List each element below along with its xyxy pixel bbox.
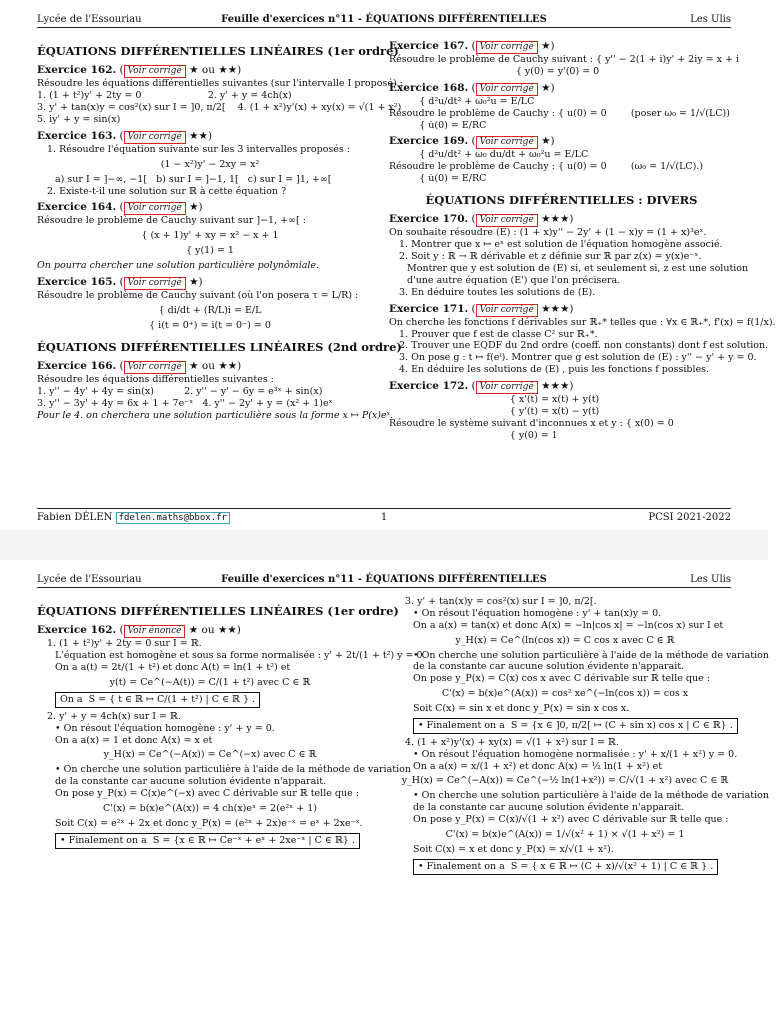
text-line: { d²u/dt² + ω₀²u = E/LC xyxy=(389,95,535,107)
text-line: { y'(t) = x(t) − y(t) xyxy=(389,405,600,417)
text-line xyxy=(395,718,735,734)
exercise-heading: Exercice 164. ( Voir corrigé ★) xyxy=(37,201,203,214)
exercise-number: Exercice 170. xyxy=(389,213,469,226)
page-header xyxy=(37,14,731,28)
boxed-result: • Finalement on a S = { x ∈ ℝ ↦ (C + x)/√(x² + 1) | C ∈ ℝ } . xyxy=(413,859,718,875)
text-line: On a a(t) = 2t/(1 + t²) et donc A(t) = ln(1 + t²) et xyxy=(55,662,291,674)
text-line: Résoudre le problème de Cauchy : { u(0) = 0 (ω₀ = 1/√(LC).) xyxy=(389,161,704,173)
text-line: 3. y'' − 3y' + 4y = 6x + 1 + 7e⁻ˣ 4. y'' − 2y' + y = (x² + 1)eˣ xyxy=(37,397,333,409)
text-line xyxy=(37,692,383,708)
text-line: 1. Résoudre l'équation suivante sur les 3 intervalles proposés : xyxy=(47,143,350,155)
text-line: • On résout l'équation homogène normalisée : y' + x/(1 + x²) y = 0. xyxy=(413,748,738,760)
exercise-number: Exercice 166. xyxy=(37,359,117,372)
exercise-number: Exercice 162. xyxy=(37,64,117,77)
text-line: 1. Montrer que x ↦ eˣ est solution de l'équation homogène associé. xyxy=(399,239,723,251)
difficulty-stars: ★ ou ★★) xyxy=(185,359,242,372)
exercise-heading: Exercice 162. ( Voir corrigé ★ ou ★★) xyxy=(37,64,242,77)
text-line: { x'(t) = x(t) + y(t) xyxy=(389,394,600,405)
centered-formula: C'(x) = b(x)e^(A(x)) = cos² xe^(−ln(cos x)) = cos x xyxy=(441,688,689,700)
text-line: On pourra chercher une solution particulière polynômiale. xyxy=(37,260,320,271)
exercise-heading: Exercice 172. ( Voir corrigé ★★★) xyxy=(389,380,574,392)
difficulty-stars: ★ ou ★★) xyxy=(185,624,241,637)
exercise-heading: Exercice 171. ( Voir corrigé ★★★) xyxy=(389,302,574,315)
page-separator xyxy=(0,530,768,560)
boxed-result: • Finalement on a S = {x ∈ ℝ ↦ Ce⁻ˣ + eˣ + 2xe⁻ˣ | C ∈ ℝ} . xyxy=(55,833,360,849)
exercise-heading: Exercice 166. ( Voir corrigé ★ ou ★★) xyxy=(37,359,242,372)
difficulty-stars: ★) xyxy=(185,201,203,214)
text-line: Soit C(x) = x et donc y_P(x) = x/√(1 + x²). xyxy=(413,843,614,855)
text-line: On a a(x) = x/(1 + x²) et donc A(x) = ½ ln(1 + x²) et xyxy=(413,760,663,772)
exercise-number: Exercice 171. xyxy=(389,302,469,315)
text-line: 3. En déduire toutes les solutions de (E). xyxy=(399,286,596,298)
text-line: • On cherche une solution particulière à l'aide de la méthode de variation xyxy=(413,790,769,802)
sheet-title: Feuille d'exercices n°11 - ÉQUATIONS DIFFÉRENTIELLES xyxy=(221,14,547,25)
text-line: de la constante car aucune solution évidente n'apparait. xyxy=(413,802,685,814)
text-line: 2. Soit y : ℝ → ℝ dérivable et z définie sur ℝ par z(x) = y(x)e⁻ˣ. xyxy=(399,251,702,263)
centered-formula: C'(x) = b(x)e^(A(x)) = 4 ch(x)eˣ = 2(e²ˣ + 1) xyxy=(102,802,317,814)
exercise-number: Exercice 163. xyxy=(37,129,117,142)
text-line: 2. Trouver une EQDF du 2nd ordre (coeff. non constants) dont f est solution. xyxy=(399,340,769,352)
correction-link[interactable]: Voir corrigé xyxy=(124,361,186,374)
correction-link[interactable]: Voir corrigé xyxy=(476,41,538,54)
page-footer xyxy=(37,508,731,522)
centered-formula: y(t) = Ce^(−A(t)) = C/(1 + t²) avec C ∈ ℝ xyxy=(109,677,311,688)
text-line xyxy=(37,833,383,849)
text-line: Résoudre le problème de Cauchy suivant : { y'' − 2(1 + i)y' + 2iy = x + i xyxy=(389,54,740,65)
difficulty-stars: ★★★) xyxy=(537,380,574,392)
city-name: Les Ulis xyxy=(690,14,731,25)
text-line: d'une autre équation (E') que l'on précisera. xyxy=(407,274,621,286)
exercise-number: Exercice 164. xyxy=(37,201,117,214)
author-name: Fabien DÉLEN xyxy=(37,512,113,523)
text-line: • On résout l'équation homogène : y' + y = 0. xyxy=(55,722,275,734)
exercise-number: Exercice 169. xyxy=(389,135,469,148)
solution-column-right xyxy=(395,596,769,1022)
text-line: { y(0) = y'(0) = 0 xyxy=(389,65,600,77)
difficulty-stars: ★) xyxy=(537,135,555,148)
centered-formula: { (x + 1)y' + xy = x² − x + 1 xyxy=(141,230,279,242)
text-line: { u̇(0) = E/RC xyxy=(389,119,487,131)
text-line xyxy=(395,859,735,875)
centered-formula: { di/dt + (R/L)i = E/L xyxy=(158,304,262,316)
correction-link[interactable]: Voir corrigé xyxy=(124,202,186,215)
text-line: Pour le 4. on cherchera une solution particulière sous la forme x ↦ P(x)eˣ. xyxy=(37,409,394,421)
text-line: On cherche les fonctions f dérivables sur ℝ₊* telles que : ∀x ∈ ℝ₊*, f'(x) = f(1/x). xyxy=(389,316,776,328)
text-line: 4. (1 + x²)y'(x) + xy(x) = √(1 + x²) sur I = ℝ. xyxy=(405,736,619,748)
exercise-number: Exercice 172. xyxy=(389,380,469,392)
class-year: PCSI 2021-2022 xyxy=(648,512,731,523)
text-line: • On résout l'équation homogène : y' + tan(x)y = 0. xyxy=(413,607,662,619)
text-line: Résoudre le système suivant d'inconnues x et y : { x(0) = 0 xyxy=(389,417,674,429)
centered-formula: { y(1) = 1 xyxy=(186,245,234,257)
section-title: ÉQUATIONS DIFFÉRENTIELLES LINÉAIRES (1er ordre) xyxy=(37,604,399,618)
exercise-number: Exercice 168. xyxy=(389,81,469,94)
centered-formula: y_H(x) = Ce^(−A(x)) = Ce^(−x) avec C ∈ ℝ xyxy=(103,749,317,761)
difficulty-stars: ★★★) xyxy=(537,213,574,226)
page-header xyxy=(37,574,731,588)
section-title: ÉQUATIONS DIFFÉRENTIELLES LINÉAIRES (2nd ordre) xyxy=(37,339,402,354)
text-line: 3. On pose g : t ↦ f(eᵗ). Montrer que g est solution de (E) : y'' − y' + y = 0. xyxy=(399,352,757,364)
text-line: Soit C(x) = sin x et donc y_P(x) = sin x cos x. xyxy=(413,703,630,714)
text-line: 2. y' + y = 4ch(x) sur I = ℝ. xyxy=(47,710,181,722)
centered-formula: y_H(x) = Ce^(−A(x)) = Ce^(−½ ln(1+x²)) = C/√(1 + x²) avec C ∈ ℝ xyxy=(401,775,729,787)
text-line: 1. y'' − 4y' + 4y = sin(x) 2. y'' − y' − 6y = e³ˣ + sin(x) xyxy=(37,385,323,397)
text-line: 5. iy' + y = sin(x) xyxy=(37,114,121,125)
text-line: On a a(x) = 1 et donc A(x) = x et xyxy=(55,734,213,746)
text-line: { u̇(0) = E/RC xyxy=(389,173,487,185)
text-line: Résoudre les équations différentielles suivantes : xyxy=(37,373,274,385)
exercise-heading: Exercice 168. ( Voir corrigé ★) xyxy=(389,81,555,94)
text-line: On pose y_P(x) = C(x)/√(1 + x²) avec C dérivable sur ℝ telle que : xyxy=(413,814,729,825)
text-line: • On cherche une solution particulière à l'aide de la méthode de variation xyxy=(413,649,769,661)
text-line: On pose y_P(x) = C(x) cos x avec C dérivable sur ℝ telle que : xyxy=(413,673,710,685)
boxed-result: On a S = { t ∈ ℝ ↦ C/(1 + t²) | C ∈ ℝ } . xyxy=(55,692,260,708)
text-line: Soit C(x) = e²ˣ + 2x et donc y_P(x) = (e²ˣ + 2x)e⁻ˣ = eˣ + 2xe⁻ˣ. xyxy=(55,817,363,829)
section-title: ÉQUATIONS DIFFÉRENTIELLES LINÉAIRES (1er ordre) xyxy=(37,44,399,58)
sheet-title: Feuille d'exercices n°11 - ÉQUATIONS DIFFÉRENTIELLES xyxy=(221,574,547,585)
text-line: de la constante car aucune solution évidente n'apparait. xyxy=(413,661,685,673)
city-name: Les Ulis xyxy=(690,574,731,585)
page-2 xyxy=(0,560,768,1024)
text-line: Résoudre les équations différentielles suivantes (sur l'intervalle I proposé) : xyxy=(37,78,403,90)
correction-link[interactable]: Voir corrigé xyxy=(476,136,538,149)
text-line: 1. (1 + t²)y' + 2ty = 0 sur I = ℝ. xyxy=(47,638,202,650)
text-line: 3. y' + tan(x)y = cos²(x) sur I = ]0, π/2[. xyxy=(405,596,597,607)
exercise-heading: Exercice 162. ( Voir énoncé ★ ou ★★) xyxy=(37,624,241,637)
exercise-heading: Exercice 170. ( Voir corrigé ★★★) xyxy=(389,213,574,226)
exercise-heading: Exercice 167. ( Voir corrigé ★) xyxy=(389,40,555,52)
text-line: Montrer que y est solution de (E) si, et seulement si, z est une solution xyxy=(407,263,749,274)
correction-link[interactable]: Voir corrigé xyxy=(476,381,538,394)
difficulty-stars: ★★) xyxy=(185,129,213,142)
school-name: Lycée de l'Essouriau xyxy=(37,14,142,25)
exercise-heading: Exercice 163. ( Voir corrigé ★★) xyxy=(37,129,213,142)
difficulty-stars: ★ ou ★★) xyxy=(185,64,242,77)
centered-formula: { i(t = 0⁺) = i(t = 0⁻) = 0 xyxy=(149,319,271,331)
exercise-column-right xyxy=(389,36,776,504)
difficulty-stars: ★) xyxy=(185,275,203,288)
page-number: 1 xyxy=(380,512,388,523)
exercise-number: Exercice 162. xyxy=(37,624,117,637)
exercise-column-left xyxy=(37,36,403,504)
text-line: • On cherche une solution particulière à l'aide de la méthode de variation xyxy=(55,764,411,776)
correction-link[interactable]: Voir corrigé xyxy=(124,65,186,78)
text-line: 1. Prouver que f est de classe C² sur ℝ₊*. xyxy=(399,328,598,340)
correction-link[interactable]: Voir corrigé xyxy=(476,304,538,317)
centered-formula: y_H(x) = Ce^(ln(cos x)) = C cos x avec C ∈ ℝ xyxy=(455,634,675,646)
centered-formula: (1 − x²)y' − 2xy = x² xyxy=(160,158,260,170)
text-line: a) sur I = ]−∞, −1[ b) sur I = ]−1, 1[ c) sur I = ]1, +∞[ xyxy=(55,173,332,185)
text-line: { y(0) = 1 xyxy=(389,429,558,441)
solution-column-left xyxy=(37,596,426,1022)
centered-formula: C'(x) = b(x)e^(A(x)) = 1/√(x² + 1) × √(1 + x²) = 1 xyxy=(445,828,685,840)
difficulty-stars: ★) xyxy=(537,81,555,94)
section-title: ÉQUATIONS DIFFÉRENTIELLES : DIVERS xyxy=(425,193,698,207)
text-line: 1. (1 + t²)y' + 2ty = 0 2. y' + y = 4ch(x) xyxy=(37,90,292,102)
boxed-result: • Finalement on a S = {x ∈ ]0, π/2[ ↦ (C + sin x) cos x | C ∈ ℝ} . xyxy=(413,718,738,734)
correction-link[interactable]: Voir corrigé xyxy=(476,83,538,96)
text-line: On pose y_P(x) = C(x)e^(−x) avec C dérivable sur ℝ telle que : xyxy=(55,788,359,799)
text-line: 3. y' + tan(x)y = cos²(x) sur I = ]0, π/2[ 4. (1 + x²)y'(x) + xy(x) = √(1 + x²) xyxy=(37,102,402,114)
correction-link[interactable]: Voir corrigé xyxy=(476,214,538,227)
exercise-number: Exercice 167. xyxy=(389,40,469,52)
exercise-heading: Exercice 169. ( Voir corrigé ★) xyxy=(389,135,555,148)
text-line: 4. En déduire les solutions de (E) , puis les fonctions f possibles. xyxy=(399,364,710,376)
text-line: { d²u/dt² + ω₀ du/dt + ω₀²u = E/LC xyxy=(389,149,589,161)
text-line: On souhaite résoudre (E) : (1 + x)y'' − 2y' + (1 − x)y = (1 + x)³eˣ. xyxy=(389,227,707,239)
correction-link[interactable]: Voir corrigé xyxy=(124,277,186,290)
correction-link[interactable]: Voir corrigé xyxy=(124,131,186,144)
text-line: 2. Existe-t-il une solution sur ℝ à cette équation ? xyxy=(47,185,287,197)
difficulty-stars: ★★★) xyxy=(537,302,574,315)
correction-link[interactable]: Voir énoncé xyxy=(124,625,186,638)
text-line: Résoudre le problème de Cauchy suivant (où l'on posera τ = L/R) : xyxy=(37,289,359,301)
difficulty-stars: ★) xyxy=(537,40,555,52)
exercise-number: Exercice 165. xyxy=(37,275,117,288)
text-line: Résoudre le problème de Cauchy suivant sur ]−1, +∞[ : xyxy=(37,215,306,227)
text-line: de la constante car aucune solution évidente n'apparait. xyxy=(55,776,327,788)
exercise-heading: Exercice 165. ( Voir corrigé ★) xyxy=(37,275,203,288)
text-line: L'équation est homogène et sous sa forme normalisée : y' + 2t/(1 + t²) y = 0. xyxy=(55,650,426,662)
school-name: Lycée de l'Essouriau xyxy=(37,574,142,585)
text-line: Résoudre le problème de Cauchy : { u(0) = 0 (poser ω₀ = 1/√(LC)) xyxy=(389,107,730,119)
text-line: On a a(x) = tan(x) et donc A(x) = −ln|cos x| = −ln(cos x) sur I et xyxy=(413,619,724,631)
email-link[interactable]: fdelen.maths@bbox.fr xyxy=(116,512,230,524)
